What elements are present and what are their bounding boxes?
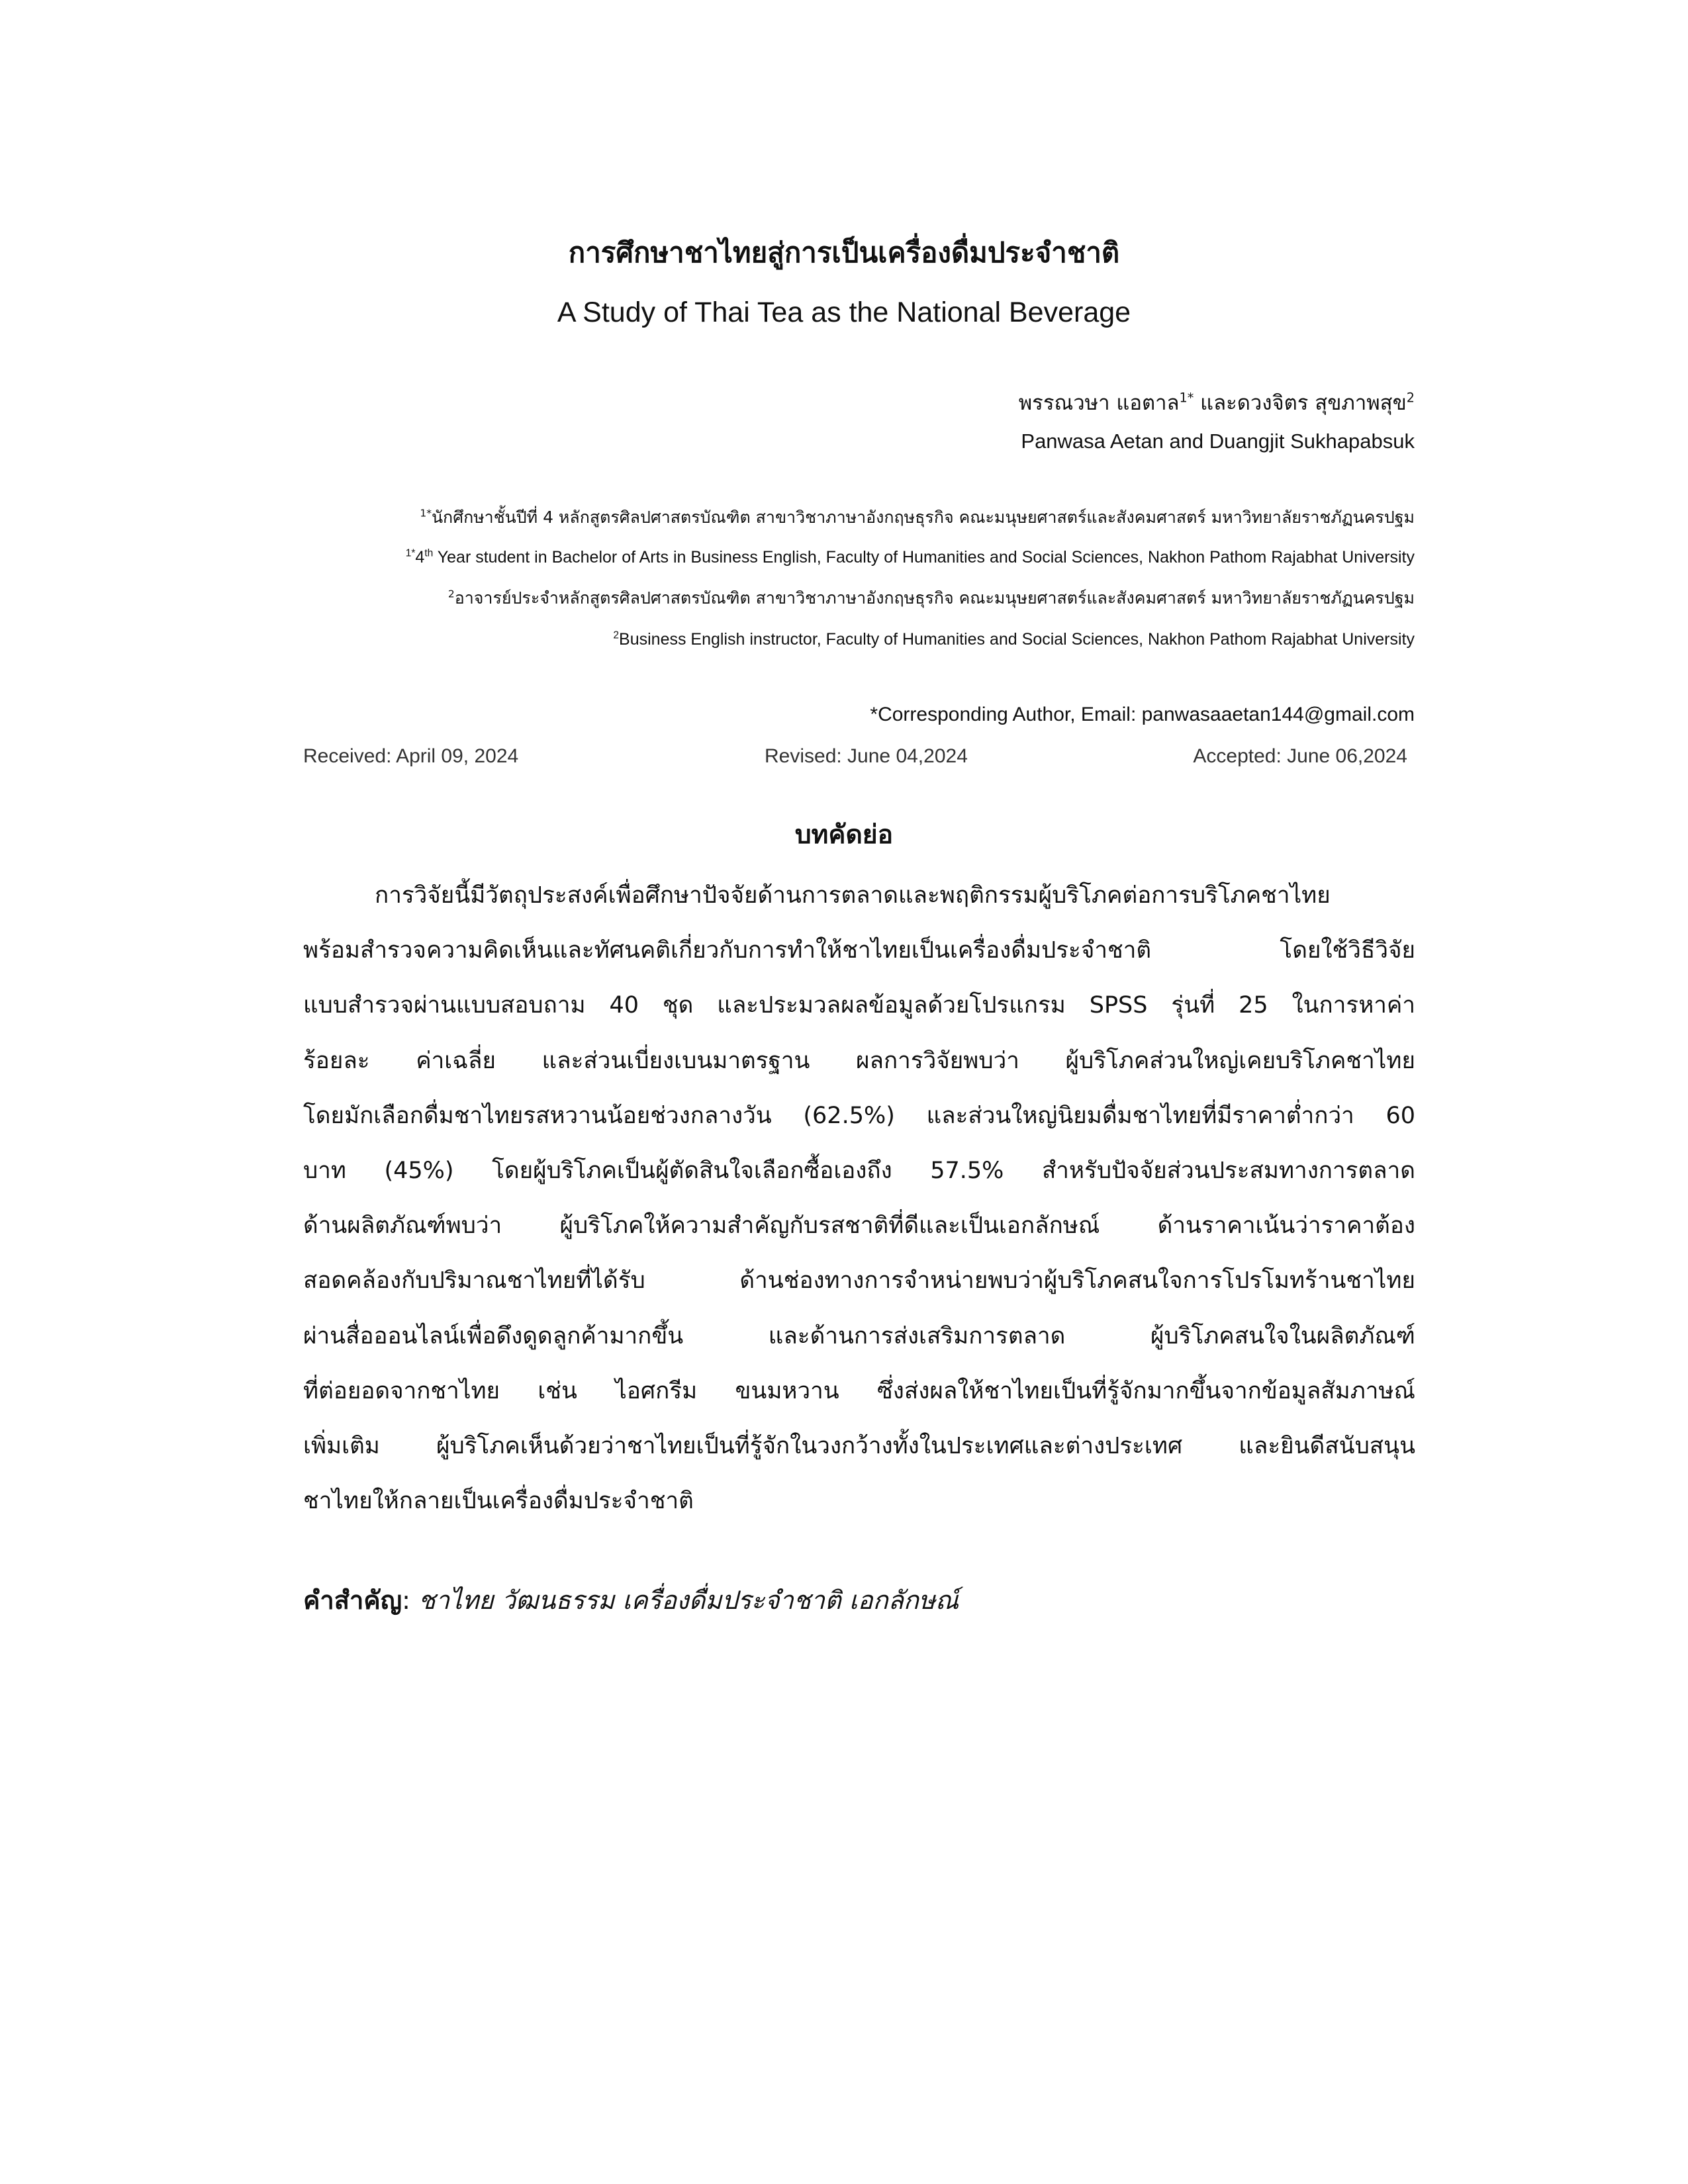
author1-name: พรรณวษา แอตาล [1018, 391, 1180, 415]
affiliation-mark: 2 [613, 629, 620, 641]
abstract-heading: บทคัดย่อ [794, 820, 894, 850]
abstract-line: เพิ่มเติม ผู้บริโภคเห็นด้วยว่าชาไทยเป็นที่รู้จักในวงกว้างทั้งในประเทศและต่างประเทศ และยินดีสนับสนุน [303, 1432, 1415, 1459]
revised-date: Revised: June 04,2024 [765, 745, 968, 767]
abstract-line: การวิจัยนี้มีวัตถุประสงค์เพื่อศึกษาปัจจัยด้านการตลาดและพฤติกรรมผู้บริโภคต่อการบริโภคชาไทย [375, 882, 1331, 909]
keywords [303, 1582, 959, 1619]
affiliation-mark: 1* [420, 507, 432, 520]
affiliation-text: อาจารย์ประจำหลักสูตรศิลปศาสตรบัณฑิต สาขาวิชาภาษาอังกฤษธุรกิจ คณะมนุษยศาสตร์และสังคมศาสตร์ มหาวิทยาลัยราชภัฏนครปฐม [454, 588, 1415, 608]
author2-name: และดวงจิตร สุขภาพสุข [1194, 391, 1407, 415]
abstract-line: โดยมักเลือกดื่มชาไทยรสหวานน้อยช่วงกลางวัน (62.5%) และส่วนใหญ่นิยมดื่มชาไทยที่มีราคาต่ำกว่า 60 [303, 1102, 1415, 1129]
authors-english: Panwasa Aetan and Duangjit Sukhapabsuk [1021, 430, 1415, 453]
affiliation-mark: 2 [447, 588, 455, 600]
affiliation-text: Business English instructor, Faculty of Humanities and Social Sciences, Nakhon Pathom Rajabhat University [619, 630, 1415, 649]
keywords-separator: : [402, 1586, 410, 1615]
author2-mark: 2 [1406, 390, 1415, 406]
authors-thai [1019, 387, 1415, 419]
abstract-line: พร้อมสำรวจความคิดเห็นและทัศนคติเกี่ยวกับการทำให้ชาไทยเป็นเครื่องดื่มประจำชาติ โดยใช้วิธีวิจัย [303, 937, 1415, 964]
affiliation-1-english [406, 544, 1415, 570]
abstract-line: แบบสำรวจผ่านแบบสอบถาม 40 ชุด และประมวลผลข้อมูลด้วยโปรแกรม SPSS รุ่นที่ 25 ในการหาค่า [303, 992, 1415, 1019]
affiliation-text: นักศึกษาชั้นปีที่ 4 หลักสูตรศิลปศาสตรบัณฑิต สาขาวิชาภาษาอังกฤษธุรกิจ คณะมนุษยศาสตร์และสังคมศาสตร์ มหาวิทยาลัยราชภัฏนครปฐม [431, 508, 1415, 527]
author1-mark: 1* [1179, 390, 1194, 406]
corresponding-author: *Corresponding Author, Email: panwasaaetan144@gmail.com [870, 704, 1415, 725]
submission-dates [303, 741, 1415, 772]
abstract-line: ด้านผลิตภัณฑ์พบว่า ผู้บริโภคให้ความสำคัญกับรสชาติที่ดีและเป็นเอกลักษณ์ ด้านราคาเน้นว่าราคาต้อง [303, 1212, 1415, 1240]
affiliation-1-thai [420, 504, 1415, 531]
keywords-list: ชาไทย วัฒนธรรม เครื่องดื่มประจำชาติ เอกลักษณ์ [410, 1586, 959, 1615]
affiliation-year: 4 [415, 548, 425, 567]
keywords-label: คำสำคัญ [303, 1586, 402, 1615]
abstract-line: สอดคล้องกับปริมาณชาไทยที่ได้รับ ด้านช่องทางการจำหน่ายพบว่าผู้บริโภคสนใจการโปรโมทร้านชาไทย [303, 1267, 1415, 1295]
paper-title-thai: การศึกษาชาไทยสู่การเป็นเครื่องดื่มประจำชาติ [568, 236, 1120, 269]
abstract-line: ผ่านสื่อออนไลน์เพื่อดึงดูดลูกค้ามากขึ้น และด้านการส่งเสริมการตลาด ผู้บริโภคสนใจในผลิตภัณฑ์ [303, 1322, 1415, 1349]
abstract-line: ที่ต่อยอดจากชาไทย เช่น ไอศกรีม ขนมหวาน ซึ่งส่งผลให้ชาไทยเป็นที่รู้จักมากขึ้นจากข้อมูลสัมภาษณ์ [303, 1377, 1415, 1404]
received-date: Received: April 09, 2024 [303, 745, 519, 767]
abstract-line: บาท (45%) โดยผู้บริโภคเป็นผู้ตัดสินใจเลือกซื้อเองถึง 57.5% สำหรับปัจจัยส่วนประสมทางการตลาด [303, 1157, 1415, 1184]
affiliation-2-english [613, 626, 1415, 653]
affiliation-text: Year student in Bachelor of Arts in Business English, Faculty of Humanities and Social Sciences, Nakhon Pathom Rajabhat University [433, 548, 1415, 567]
affiliation-2-thai [448, 585, 1415, 612]
accepted-date: Accepted: June 06,2024 [1193, 745, 1407, 767]
abstract-body [303, 868, 1415, 1529]
affiliation-mark: 1* [405, 547, 416, 559]
abstract-line: ชาไทยให้กลายเป็นเครื่องดื่มประจำชาติ [303, 1488, 694, 1515]
ordinal-suffix: th [424, 547, 434, 559]
abstract-line: ร้อยละ ค่าเฉลี่ย และส่วนเบี่ยงเบนมาตรฐาน ผลการวิจัยพบว่า ผู้บริโภคส่วนใหญ่เคยบริโภคชาไทย [303, 1047, 1415, 1074]
paper-title-english: A Study of Thai Tea as the National Beverage [557, 296, 1131, 328]
